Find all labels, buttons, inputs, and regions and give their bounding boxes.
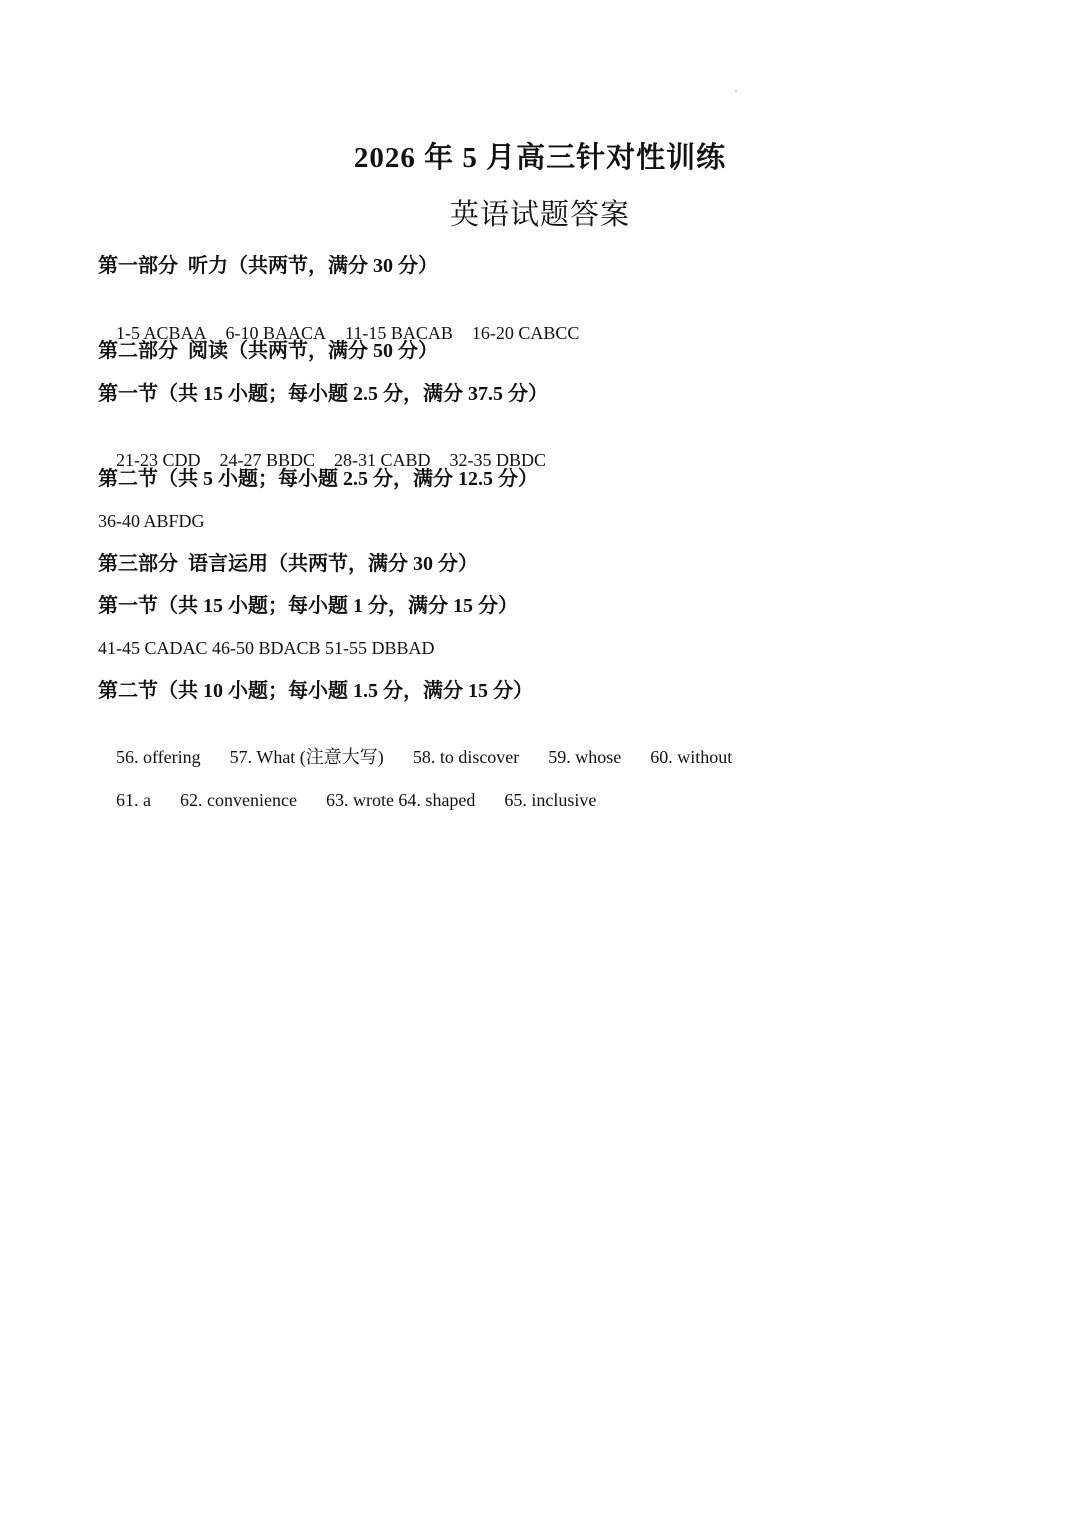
answer-group: 1-5 ACBAA: [116, 323, 207, 343]
part2-section2-answers: 36-40 ABFDG: [98, 511, 205, 531]
part3-section2-answers-row2: [98, 764, 596, 836]
answer-item: 61. a: [116, 790, 151, 810]
answer-group: 16-20 CABCC: [471, 323, 580, 343]
part3-section2-heading: 第二节（共 10 小题；每小题 1.5 分，满分 15 分）: [98, 680, 533, 702]
answer-item: 60. without: [650, 747, 733, 767]
answer-item: 63. wrote 64. shaped: [325, 790, 476, 810]
page-subtitle: 英语试题答案: [449, 199, 630, 231]
answer-item: 62. convenience: [180, 790, 297, 810]
page-title: 2026 年 5 月高三针对性训练: [353, 142, 727, 174]
part1-heading: 第一部分 听力（共两节，满分 30 分）: [98, 255, 438, 277]
answer-item: 58. to discover: [412, 747, 520, 767]
answer-group: 32-35 DBDC: [449, 450, 547, 470]
part2-section2-heading: 第二节（共 5 小题；每小题 2.5 分，满分 12.5 分）: [98, 468, 538, 490]
answer-item: 57. What (注意大写): [229, 747, 384, 767]
answer-group: 28-31 CABD: [334, 450, 431, 470]
part2-heading: 第二部分 阅读（共两节，满分 50 分）: [98, 340, 438, 362]
part2-section1-heading: 第一节（共 15 小题；每小题 2.5 分，满分 37.5 分）: [98, 383, 548, 405]
answer-group: 11-15 BACAB: [345, 323, 453, 343]
answer-item: 59. whose: [548, 747, 622, 767]
answer-item: 65. inclusive: [504, 790, 597, 810]
answer-group: 6-10 BAACA: [225, 323, 327, 343]
part3-heading: 第三部分 语言运用（共两节，满分 30 分）: [98, 553, 478, 575]
answer-group: 24-27 BBDC: [219, 450, 316, 470]
part3-section1-heading: 第一节（共 15 小题；每小题 1 分，满分 15 分）: [98, 595, 518, 617]
scan-speck: [735, 90, 737, 92]
answer-item: 56. offering: [116, 747, 201, 767]
part3-section1-answers: 41-45 CADAC 46-50 BDACB 51-55 DBBAD: [98, 638, 435, 658]
answer-group: 21-23 CDD: [116, 450, 201, 470]
